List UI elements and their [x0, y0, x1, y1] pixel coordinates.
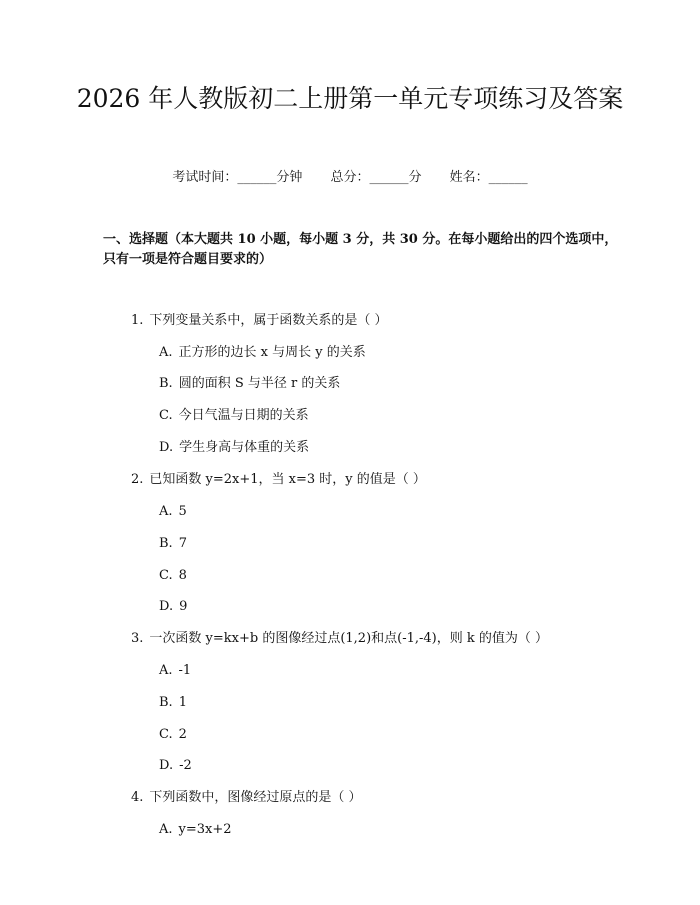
exam-meta — [0, 168, 700, 188]
option-text: -1 — [178, 663, 192, 678]
question-number: 1. — [131, 313, 144, 328]
option-text: 2 — [178, 727, 187, 742]
option-letter: A. — [159, 504, 173, 519]
option-2d — [159, 597, 187, 617]
option-letter: A. — [159, 822, 173, 837]
option-letter: C. — [159, 727, 173, 742]
student-name-field: 姓名：______ — [449, 170, 528, 185]
question-text: 下列函数中，图像经过原点的是（ ） — [149, 790, 362, 805]
option-1a — [159, 343, 366, 363]
option-letter: A. — [159, 663, 173, 678]
page-title: 2026 年人教版初二上册第一单元专项练习及答案 — [76, 84, 624, 113]
option-1b — [159, 374, 340, 394]
option-letter: C. — [159, 408, 173, 423]
question-number: 2. — [131, 472, 144, 487]
option-3b — [159, 693, 187, 713]
question-2 — [131, 470, 426, 490]
option-text: y=3x+2 — [178, 822, 232, 837]
section-heading: 一、选择题（本大题共 10 小题，每小题 3 分，共 30 分。在每小题给出的四个选项中，只有一项是符合题目要求的） — [103, 232, 618, 267]
option-text: 5 — [178, 504, 187, 519]
option-text: 9 — [179, 599, 188, 614]
option-2a — [159, 502, 187, 522]
question-text: 下列变量关系中，属于函数关系的是（ ） — [149, 313, 388, 328]
question-text: 已知函数 y=2x+1，当 x=3 时，y 的值是（ ） — [149, 472, 426, 487]
option-text: 学生身高与体重的关系 — [179, 440, 310, 455]
option-letter: B. — [159, 536, 173, 551]
option-text: 1 — [178, 695, 187, 710]
option-text: 正方形的边长 x 与周长 y 的关系 — [178, 345, 366, 360]
question-number: 4. — [131, 790, 144, 805]
option-text: 8 — [178, 568, 187, 583]
option-2c — [159, 566, 187, 586]
option-1d — [159, 438, 309, 458]
exam-time-field: 考试时间：______分钟 — [172, 170, 303, 185]
option-3a — [159, 661, 191, 681]
question-1 — [131, 311, 388, 331]
option-4a — [159, 820, 232, 840]
option-text: 今日气温与日期的关系 — [178, 408, 309, 423]
option-3d — [159, 756, 192, 776]
option-text: -2 — [179, 758, 192, 773]
question-3 — [131, 629, 548, 649]
question-text: 一次函数 y=kx+b 的图像经过点(1,2)和点(-1,-4)，则 k 的值为（ ） — [149, 631, 549, 646]
option-3c — [159, 725, 187, 745]
option-text: 7 — [178, 536, 187, 551]
option-letter: D. — [159, 599, 174, 614]
question-4 — [131, 788, 362, 808]
option-letter: B. — [159, 695, 173, 710]
option-letter: D. — [159, 440, 174, 455]
option-letter: B. — [159, 376, 173, 391]
total-score-field: 总分：______分 — [330, 170, 422, 185]
option-1c — [159, 406, 309, 426]
option-text: 圆的面积 S 与半径 r 的关系 — [178, 376, 341, 391]
option-letter: D. — [159, 758, 174, 773]
question-number: 3. — [131, 631, 144, 646]
option-letter: C. — [159, 568, 173, 583]
option-letter: A. — [159, 345, 173, 360]
option-2b — [159, 534, 187, 554]
